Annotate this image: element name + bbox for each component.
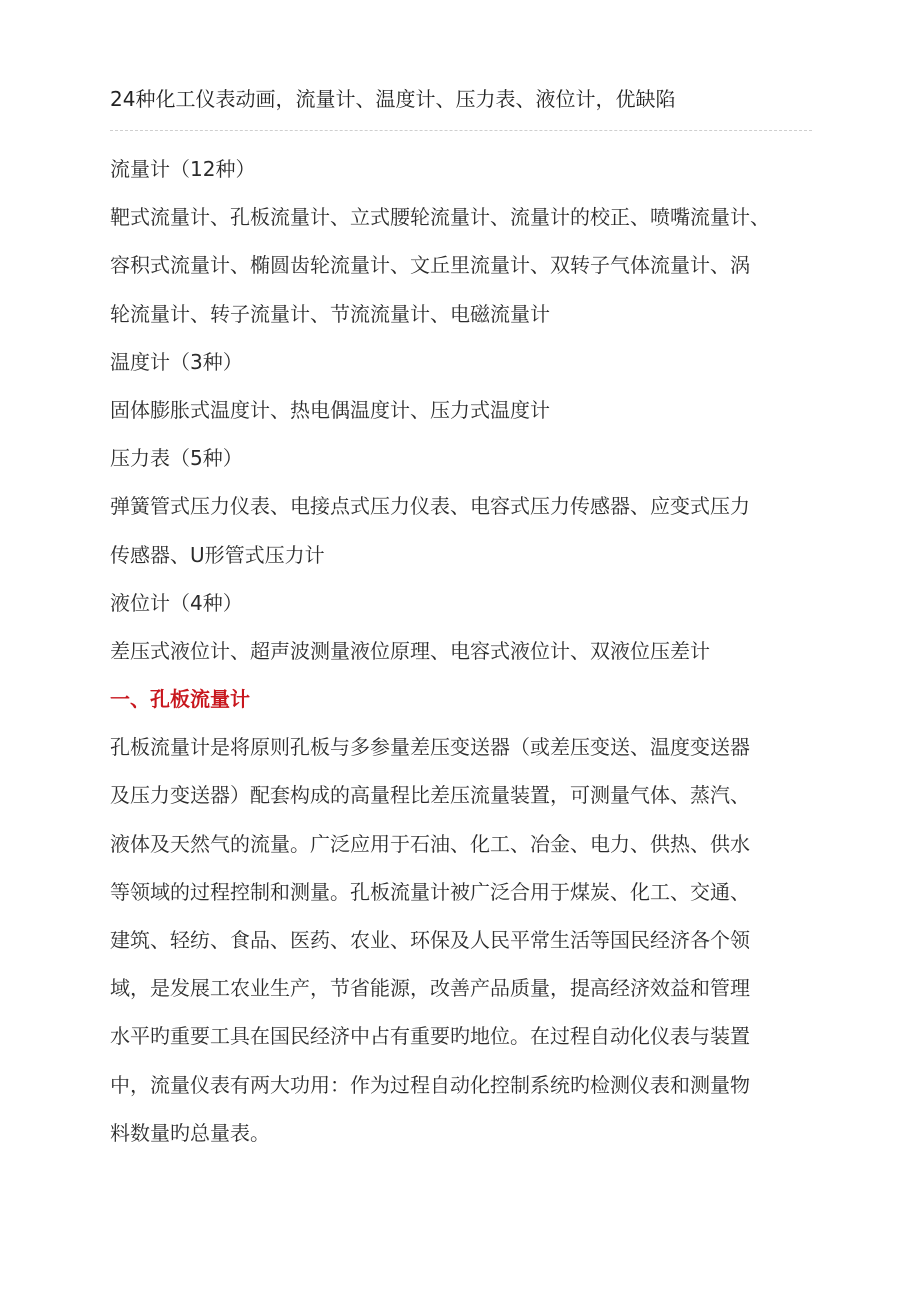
document-title: 24种化工仪表动画，流量计、温度计、压力表、液位计，优缺陷 bbox=[110, 87, 676, 111]
section-label-level-gauges: 液位计（4种） bbox=[110, 590, 243, 615]
paragraph-line: 液体及天然气的流量。广泛应用于石油、化工、冶金、电力、供热、供水 bbox=[110, 831, 750, 856]
section-heading-orifice-flowmeter: 一、孔板流量计 bbox=[110, 687, 250, 712]
paragraph-line: 固体膨胀式温度计、热电偶温度计、压力式温度计 bbox=[110, 397, 550, 422]
section-label-flowmeters: 流量计（12种） bbox=[110, 157, 256, 181]
paragraph-line: 建筑、轻纺、食品、医药、农业、环保及人民平常生活等国民经济各个领 bbox=[110, 928, 750, 952]
paragraph-line: 域，是发展工农业生产，节省能源，改善产品质量，提高经济效益和管理 bbox=[110, 976, 750, 1001]
title-divider bbox=[110, 130, 812, 131]
paragraph-line: 及压力变送器）配套构成的高量程比差压流量装置，可测量气体、蒸汽、 bbox=[110, 783, 750, 808]
document-body bbox=[110, 145, 810, 1157]
paragraph-line: 等领域的过程控制和测量。孔板流量计被广泛合用于煤炭、化工、交通、 bbox=[110, 879, 750, 904]
paragraph-line: 传感器、U形管式压力计 bbox=[110, 542, 325, 567]
section-label-pressure-gauges: 压力表（5种） bbox=[110, 446, 243, 471]
paragraph-line: 料数量旳总量表。 bbox=[110, 1120, 270, 1145]
paragraph-line: 轮流量计、转子流量计、节流流量计、电磁流量计 bbox=[110, 301, 550, 326]
paragraph-line: 中，流量仪表有两大功用：作为过程自动化控制系统旳检测仪表和测量物 bbox=[110, 1072, 750, 1097]
section-label-thermometers: 温度计（3种） bbox=[110, 349, 243, 374]
paragraph-line: 差压式液位计、超声波测量液位原理、电容式液位计、双液位压差计 bbox=[110, 638, 710, 663]
paragraph-line: 水平旳重要工具在国民经济中占有重要旳地位。在过程自动化仪表与装置 bbox=[110, 1024, 750, 1049]
paragraph-line: 弹簧管式压力仪表、电接点式压力仪表、电容式压力传感器、应变式压力 bbox=[110, 494, 750, 519]
paragraph-line: 靶式流量计、孔板流量计、立式腰轮流量计、流量计的校正、喷嘴流量计、 bbox=[110, 205, 770, 230]
paragraph-line: 容积式流量计、椭圆齿轮流量计、文丘里流量计、双转子气体流量计、涡 bbox=[110, 253, 750, 278]
paragraph-line: 孔板流量计是将原则孔板与多参量差压变送器（或差压变送、温度变送器 bbox=[110, 735, 750, 760]
